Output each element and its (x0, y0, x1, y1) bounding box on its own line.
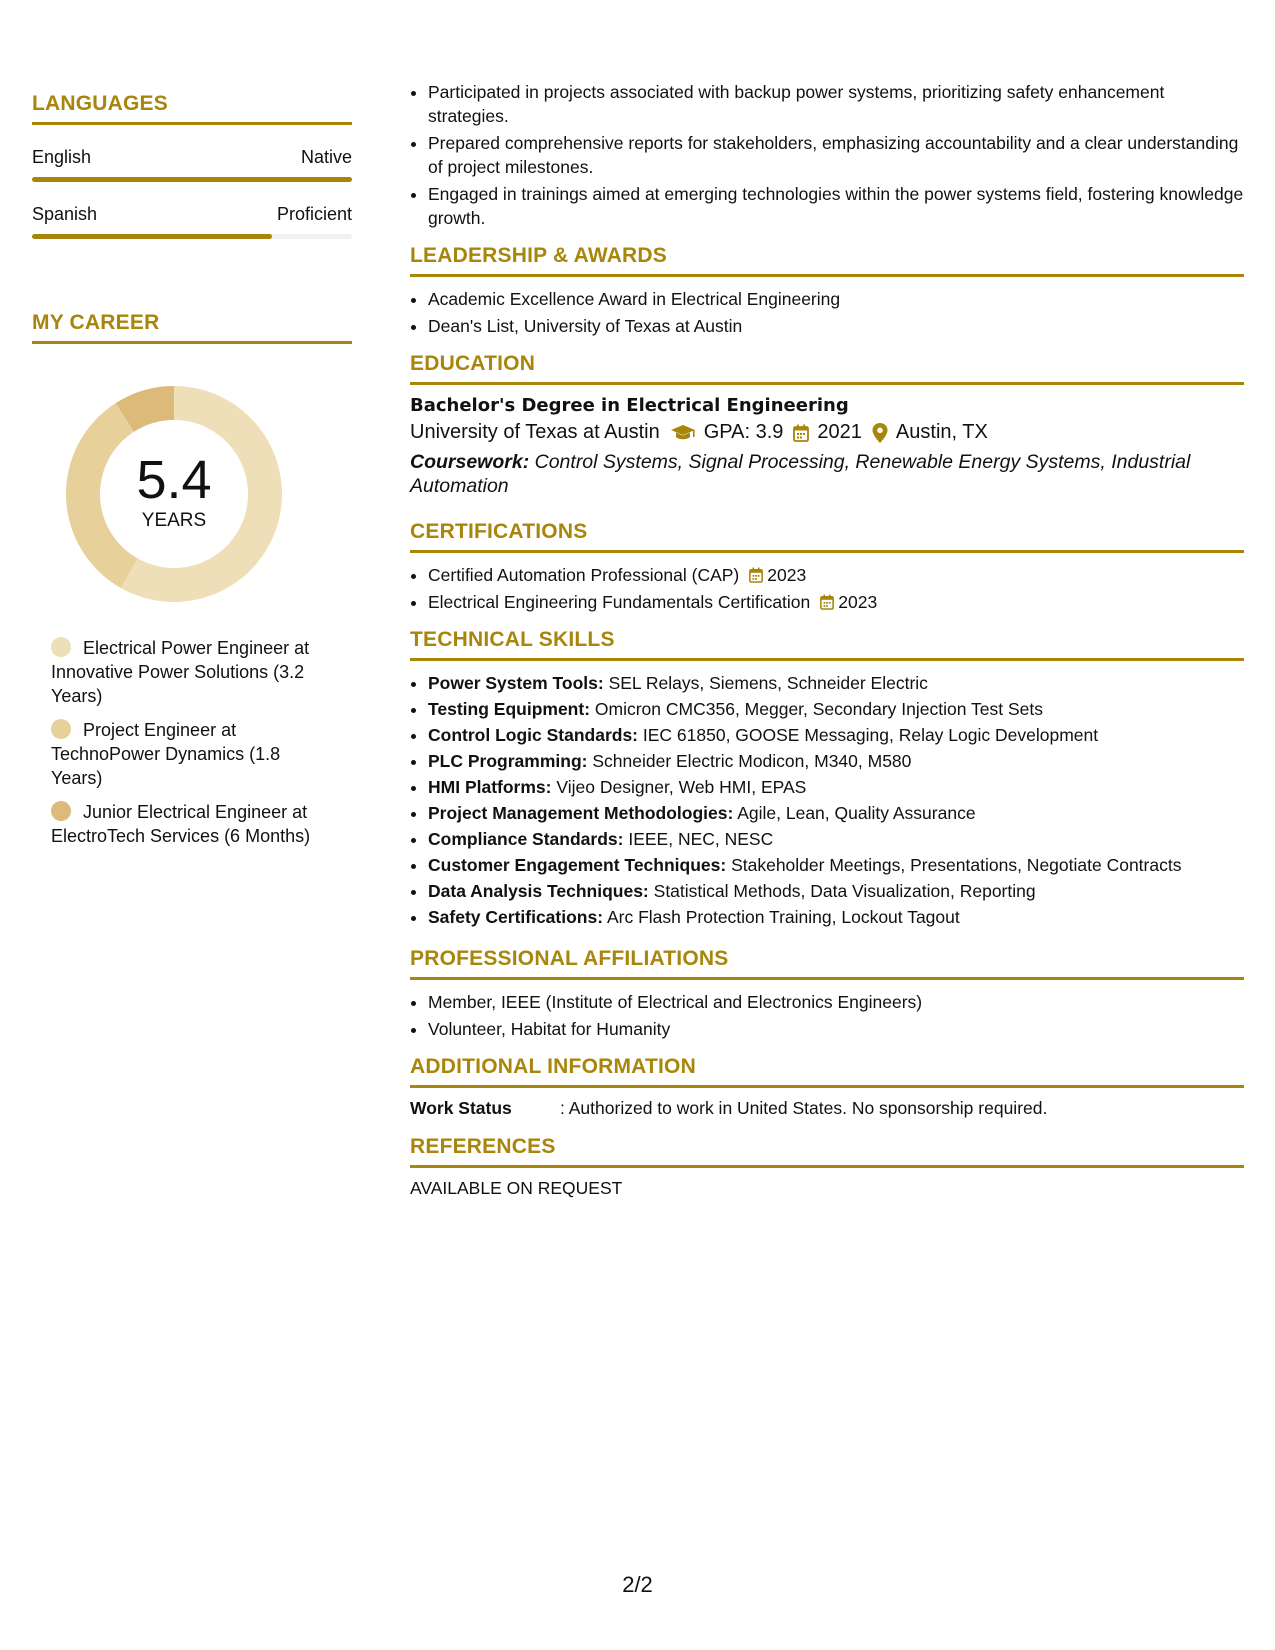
section-title: PROFESSIONAL AFFILIATIONS (410, 947, 729, 970)
list-item: • Prepared comprehensive reports for stakeholders, emphasizing accountability and a clear understanding of project milestones. (428, 131, 1244, 179)
technical-skills-section (410, 628, 1244, 929)
skill-label: Power System Tools: (428, 673, 604, 693)
skill-item (428, 671, 1244, 695)
language-item (32, 147, 352, 182)
skill-value: Statistical Methods, Data Visualization, Reporting (653, 881, 1036, 901)
skill-value: SEL Relays, Siemens, Schneider Electric (608, 673, 928, 693)
languages-title: LANGUAGES (32, 92, 168, 115)
section-divider (410, 1165, 1244, 1168)
coursework-list: Control Systems, Signal Processing, Renewable Energy Systems, Industrial Automation (410, 451, 1191, 497)
skill-value: Omicron CMC356, Megger, Secondary Injection Test Sets (594, 699, 1043, 719)
language-proficiency-fill (32, 234, 272, 239)
career-legend-item (51, 800, 321, 848)
graduation-cap-icon (670, 424, 696, 442)
career-legend-item (51, 718, 321, 790)
graduation-year: 2021 (817, 421, 862, 443)
language-item (32, 204, 352, 239)
leadership-section (410, 244, 1244, 338)
section-divider (410, 1085, 1244, 1088)
section-divider (32, 122, 352, 125)
skill-item (428, 723, 1244, 747)
skill-label: PLC Programming: (428, 751, 588, 771)
references-text: AVAILABLE ON REQUEST (410, 1178, 623, 1198)
skill-label: Project Management Methodologies: (428, 803, 734, 823)
school-name: University of Texas at Austin (410, 421, 660, 443)
skill-value: Agile, Lean, Quality Assurance (737, 803, 976, 823)
skill-label: Customer Engagement Techniques: (428, 855, 727, 875)
career-legend-item (51, 636, 321, 708)
career-donut-chart (64, 384, 284, 604)
education-details (410, 421, 1244, 444)
degree-title: Bachelor's Degree in Electrical Engineering (410, 395, 849, 416)
career-total-unit: YEARS (141, 510, 207, 531)
work-status-value: : Authorized to work in United States. No sponsorship required. (560, 1098, 1048, 1118)
skill-value: IEEE, NEC, NESC (628, 829, 774, 849)
school-location: Austin, TX (895, 421, 988, 443)
location-pin-icon (872, 423, 888, 443)
skill-item (428, 697, 1244, 721)
skill-label: Testing Equipment: (428, 699, 591, 719)
section-divider (410, 274, 1244, 277)
career-label: Project Engineer at TechnoPower Dynamics (1.8 Years) (51, 720, 281, 788)
skill-value: Vijeo Designer, Web HMI, EPAS (556, 777, 807, 797)
references-section (410, 1135, 1244, 1199)
skill-item (428, 879, 1244, 903)
skill-item (428, 905, 1244, 929)
list-item: • Engaged in trainings aimed at emerging technologies within the power systems field, fostering knowledge growth. (428, 182, 1244, 230)
language-proficiency-bar (32, 234, 352, 239)
skill-label: Data Analysis Techniques: (428, 881, 649, 901)
skill-label: Control Logic Standards: (428, 725, 638, 745)
skill-value: IEC 61850, GOOSE Messaging, Relay Logic Development (642, 725, 1099, 745)
work-status-row (410, 1098, 1244, 1119)
education-section (410, 352, 1244, 498)
certification-year: 2023 (767, 565, 807, 585)
coursework (410, 450, 1244, 498)
section-title: REFERENCES (410, 1135, 556, 1158)
section-title: CERTIFICATIONS (410, 520, 588, 543)
list-item: • Dean's List, University of Texas at Austin (428, 314, 1244, 338)
right-column (410, 80, 1244, 1199)
calendar-icon (793, 424, 809, 442)
language-level: Proficient (276, 204, 352, 224)
list-item: • Member, IEEE (Institute of Electrical and Electronics Engineers) (428, 990, 1244, 1014)
legend-dot (51, 801, 71, 821)
skill-item (428, 827, 1244, 851)
section-title: ADDITIONAL INFORMATION (410, 1055, 696, 1078)
skill-label: Safety Certifications: (428, 907, 604, 927)
certification-name: Electrical Engineering Fundamentals Certification (428, 592, 811, 612)
left-column (32, 92, 352, 858)
page-number: 2/2 (622, 1572, 653, 1597)
language-level: Native (300, 147, 352, 167)
list-item (428, 563, 1244, 587)
affiliations-section (410, 947, 1244, 1041)
skill-value: Schneider Electric Modicon, M340, M580 (592, 751, 912, 771)
skill-item (428, 749, 1244, 773)
skill-item (428, 775, 1244, 799)
language-name: English (32, 147, 92, 167)
section-divider (410, 977, 1244, 980)
certification-year: 2023 (838, 592, 878, 612)
gpa: GPA: 3.9 (703, 421, 784, 443)
section-title: LEADERSHIP & AWARDS (410, 244, 667, 267)
list-item: • Academic Excellence Award in Electrical Engineering (428, 287, 1244, 311)
section-divider (410, 550, 1244, 553)
skills-list (410, 671, 1244, 929)
career-label: Junior Electrical Engineer at ElectroTech Services (6 Months) (51, 802, 311, 846)
skill-value: Arc Flash Protection Training, Lockout Tagout (606, 907, 960, 927)
career-label: Electrical Power Engineer at Innovative Power Solutions (3.2 Years) (51, 638, 310, 706)
language-proficiency-bar (32, 177, 352, 182)
list-item: • Volunteer, Habitat for Humanity (428, 1017, 1244, 1041)
skill-label: HMI Platforms: (428, 777, 552, 797)
section-divider (410, 658, 1244, 661)
certifications-section (410, 520, 1244, 614)
calendar-icon (749, 567, 763, 583)
section-title: EDUCATION (410, 352, 536, 375)
work-status-label: Work Status (410, 1098, 512, 1118)
section-divider (32, 341, 352, 344)
language-name: Spanish (32, 204, 98, 224)
skill-item (428, 801, 1244, 825)
list-item: • Participated in projects associated with backup power systems, prioritizing safety enhancement strategies. (428, 80, 1244, 128)
legend-dot (51, 719, 71, 739)
career-title: MY CAREER (32, 311, 160, 334)
skill-item (428, 853, 1244, 877)
legend-dot (51, 637, 71, 657)
certification-name: Certified Automation Professional (CAP) (428, 565, 740, 585)
career-total-value: 5.4 (136, 450, 212, 510)
experience-bullets (410, 80, 1244, 230)
language-proficiency-fill (32, 177, 352, 182)
coursework-label: Coursework: (410, 451, 530, 473)
section-title: TECHNICAL SKILLS (410, 628, 615, 651)
list-item (428, 590, 1244, 614)
section-divider (410, 382, 1244, 385)
skill-value: Stakeholder Meetings, Presentations, Negotiate Contracts (731, 855, 1182, 875)
career-legend (32, 636, 352, 848)
skill-label: Compliance Standards: (428, 829, 624, 849)
additional-info-section (410, 1055, 1244, 1119)
calendar-icon (820, 594, 834, 610)
